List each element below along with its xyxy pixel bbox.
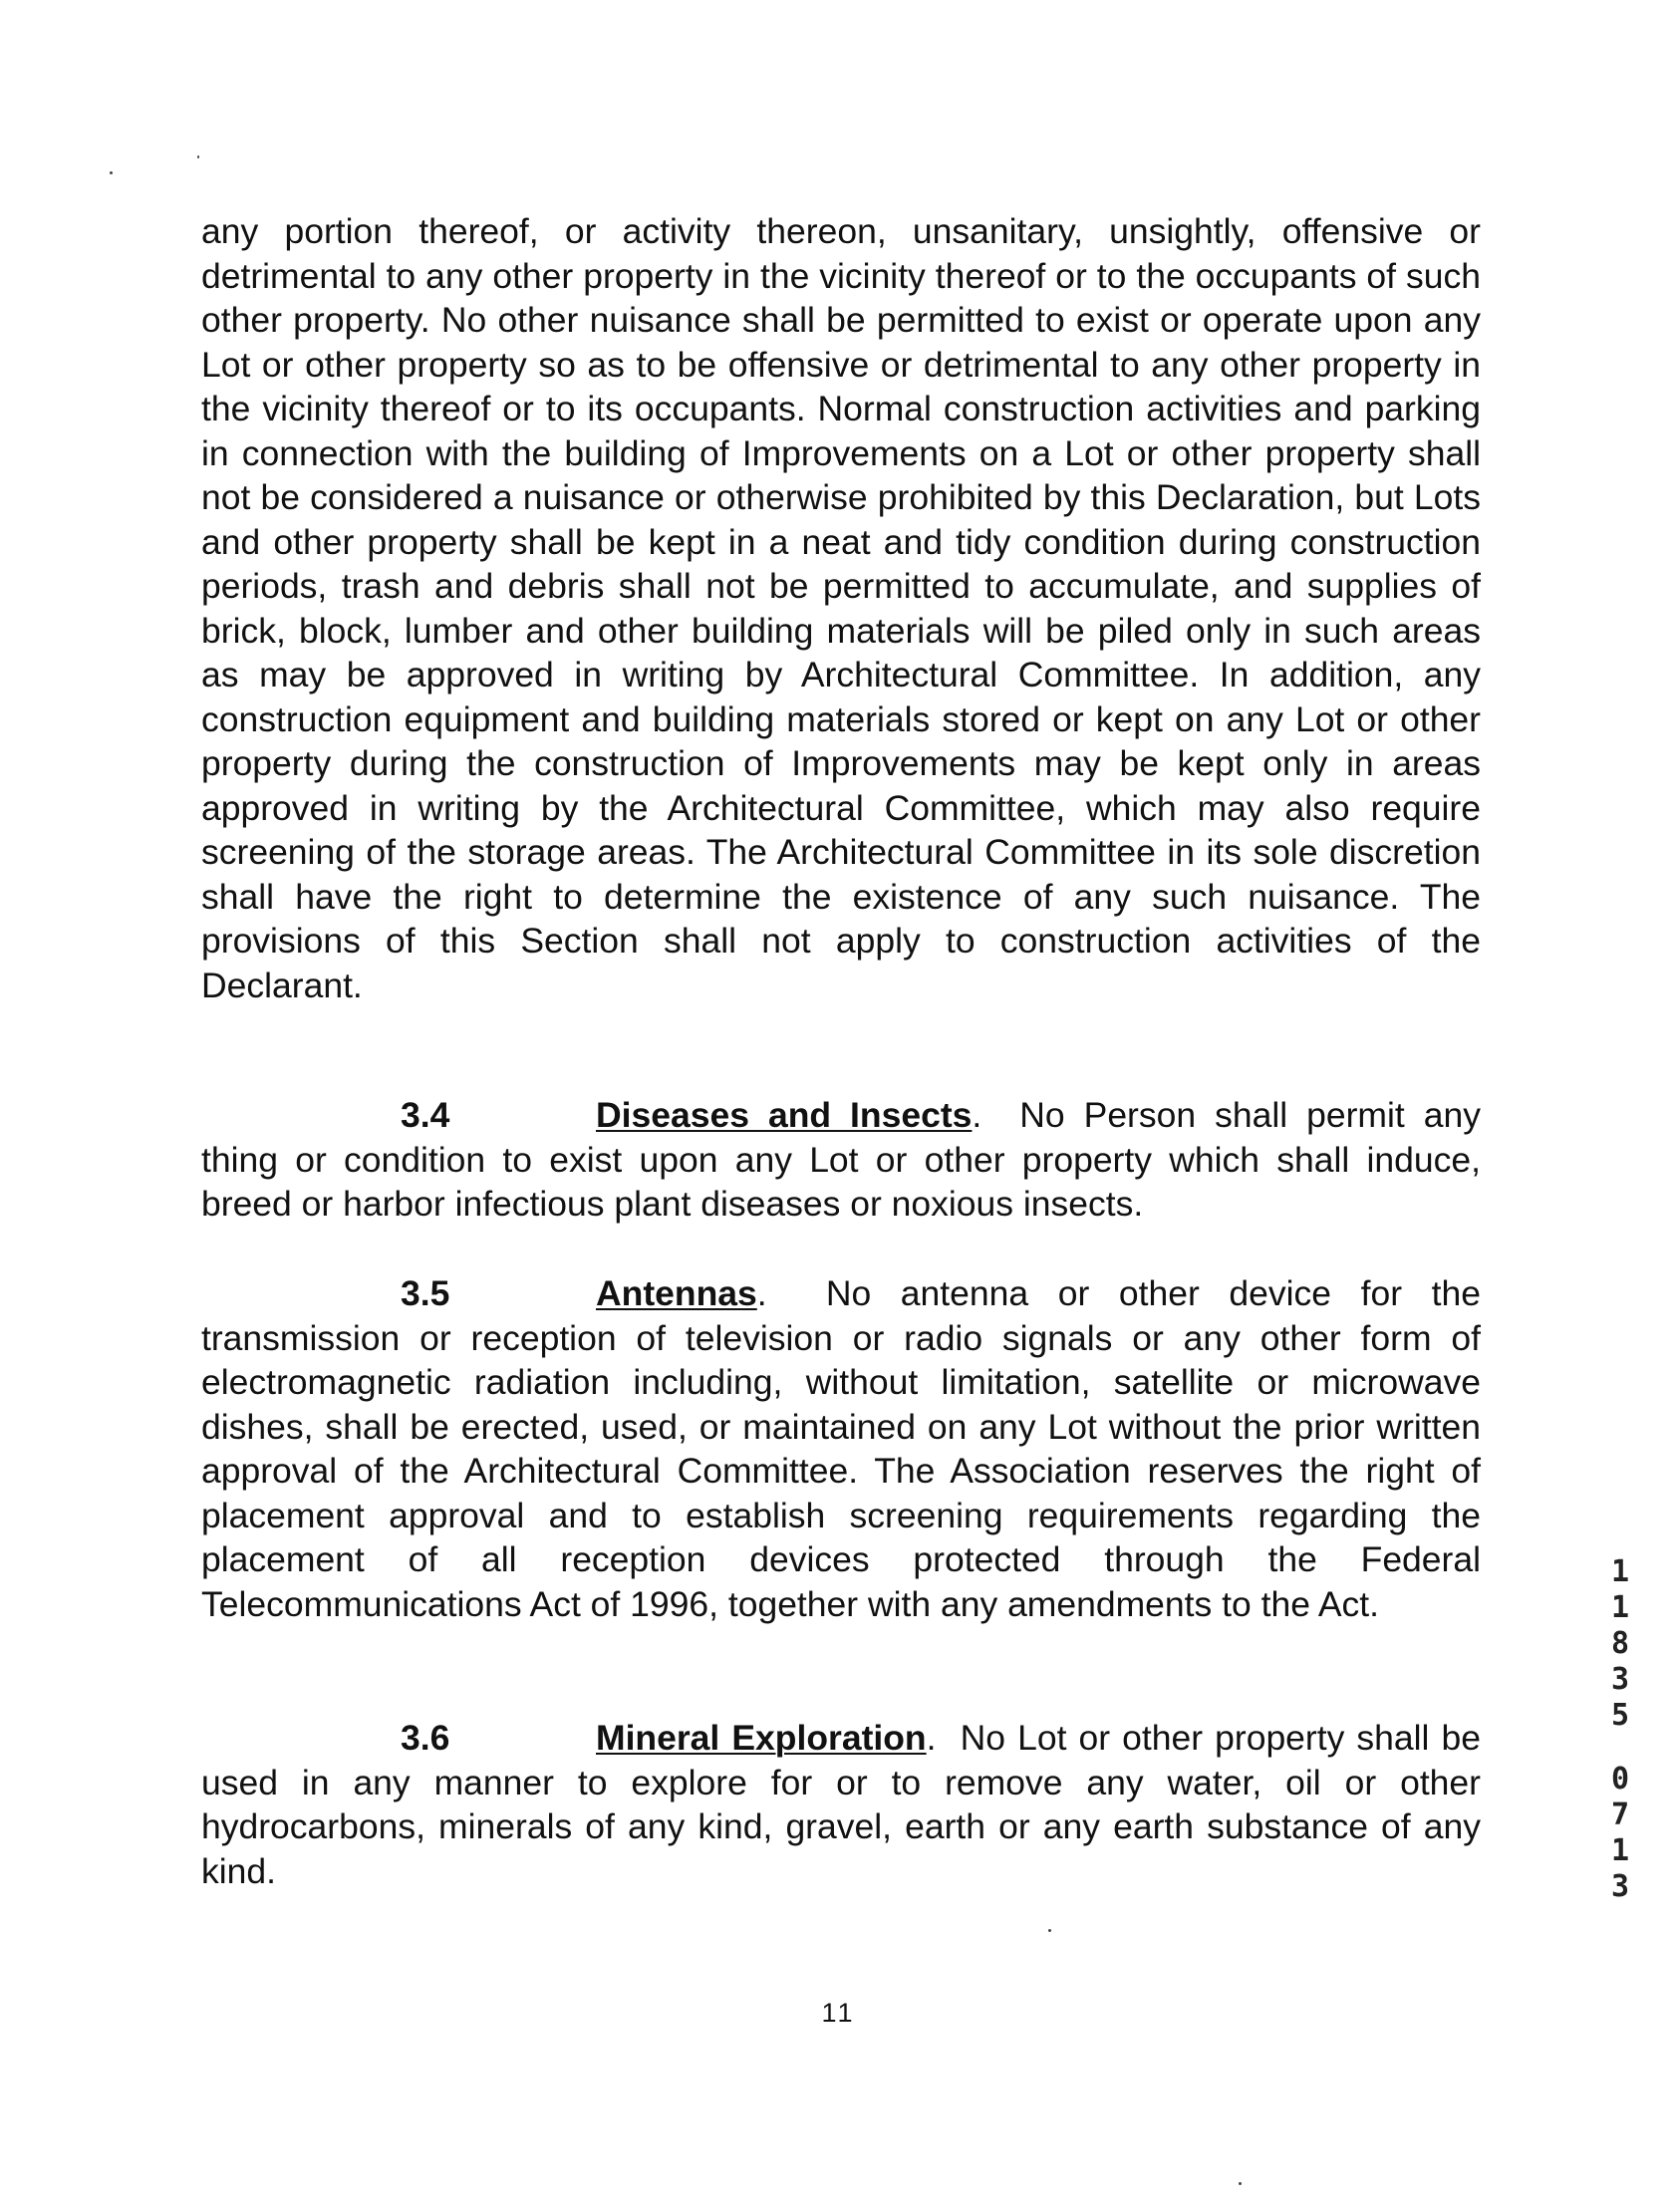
margin-record-stamp <box>1600 1554 1640 1905</box>
section-3-5: 3.5 Antennas. No antenna or other device for the transmission or reception of television or radio signals or any other form of electromagnetic radiation including, without limitation, satellite or microwave dishes, shall be erected, used, or maintained on any Lot without the prior written approval of the Architectural Committee. The Association reserves the right of placement approval and to establish screening requirements regarding the placement of all reception devices protected through the Federal Telecommunications Act of 1996, together with any amendments to the Act. <box>201 1273 1481 1624</box>
section-heading: Antennas <box>596 1273 757 1313</box>
stamp-digit: 1 <box>1610 1590 1630 1625</box>
scan-speck <box>1048 1929 1051 1932</box>
section-number: 3.5 <box>401 1273 450 1313</box>
section-text: No Person shall permit any thing or condition to exist upon any Lot or other property which shall induce, breed or harbor infectious plant diseases or noxious insects. <box>201 1095 1481 1224</box>
stamp-digit: 7 <box>1610 1797 1630 1832</box>
stamp-digit: 1 <box>1610 1554 1630 1589</box>
section-text: No Lot or other property shall be used in any manner to explore for or to remove any water, oil or other hydrocarbons, minerals of any kind, gravel, earth or any earth substance of any kind. <box>201 1718 1481 1891</box>
stamp-digit: 8 <box>1610 1626 1630 1661</box>
stamp-digit: 1 <box>1610 1833 1630 1868</box>
stamp-digit: 5 <box>1610 1698 1630 1733</box>
section-3-6: 3.6 Mineral Exploration. No Lot or other property shall be used in any manner to explore for or to remove any water, oil or other hydrocarbons, minerals of any kind, gravel, earth or any earth substance of any kind. <box>201 1718 1481 1891</box>
stamp-digit: 3 <box>1610 1869 1630 1904</box>
scan-speck <box>197 155 199 158</box>
scan-speck <box>110 171 113 174</box>
stamp-digit: 3 <box>1610 1662 1630 1697</box>
stamp-gap <box>1600 1734 1640 1762</box>
stamp-digit: 0 <box>1610 1762 1630 1797</box>
scan-speck <box>1239 2182 1242 2185</box>
page-number: 11 <box>821 1998 856 2028</box>
section-text: No antenna or other device for the transmission or reception of television or radio signals or any other form of electromagnetic radiation including, without limitation, satellite or microwave dishes, shall be erected, used, or maintained on any Lot without the prior written approval of the Architectural Committee. The Association reserves the right of placement approval and to establish screening requirements regarding the placement of all reception devices protected through the Federal Telecommunications Act of 1996, together with any amendments to the Act. <box>201 1273 1481 1624</box>
section-3-4: 3.4 Diseases and Insects. No Person shall permit any thing or condition to exist upon any Lot or other property which shall induce, breed or harbor infectious plant diseases or noxious insects. <box>201 1095 1481 1224</box>
section-heading: Diseases and Insects <box>596 1095 973 1135</box>
section-number: 3.4 <box>401 1095 450 1135</box>
section-number: 3.6 <box>401 1718 450 1758</box>
section-heading: Mineral Exploration <box>596 1718 927 1758</box>
continued-paragraph: any portion thereof, or activity thereon, unsanitary, unsightly, offensive or detrimental to any other property in the vicinity thereof or to the occupants of such other property. No other nuisance shall be permitted to exist or operate upon any Lot or other property so as to be offensive or detrimental to any other property in the vicinity thereof or to its occupants. Normal construction activities and parking in connection with the building of Improvements on a Lot or other property shall not be considered a nuisance or otherwise prohibited by this Declaration, but Lots and other property shall be kept in a neat and tidy condition during construction periods, trash and debris shall not be permitted to accumulate, and supplies of brick, block, lumber and other building materials will be piled only in such areas as may be approved in writing by Architectural Committee. In addition, any construction equipment and building materials stored or kept on any Lot or other property during the construction of Improvements may be kept only in areas approved in writing by the Architectural Committee, which may also require screening of the storage areas. The Architectural Committee in its sole discretion shall have the right to determine the existence of any such nuisance. The provisions of this Section shall not apply to construction activities of the Declarant. <box>201 211 1481 1005</box>
